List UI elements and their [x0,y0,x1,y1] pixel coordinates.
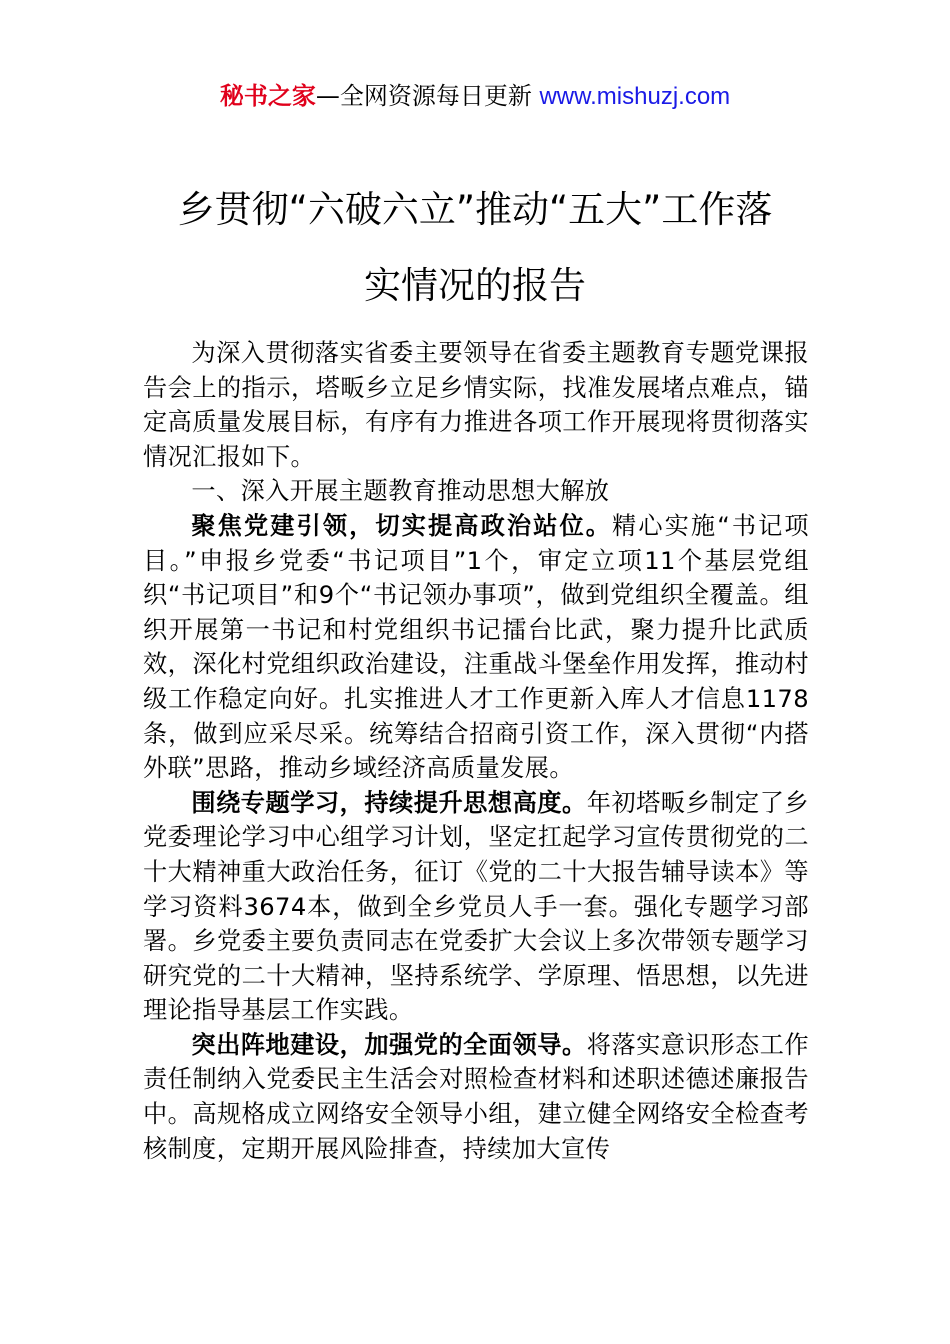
document-title [0,172,950,324]
document-body [143,336,809,1166]
paragraph-text: 精心实施“书记项目。”申报乡党委“书记项目”1个，审定立项11个基层党组织“书记项目”和9个“书记领办事项”，做到党组织全覆盖。组织开展第一书记和村党组织书记擂台比武，聚力提升比武质效，深化村党组织政治建设，注重战斗堡垒作用发挥，推动村级工作稳定向好。扎实推进人才工作更新入库人才信息1178条，做到应采尽采。统筹结合招商引资工作，深入贯彻“内搭外联”思路，推动乡域经济高质量发展。 [143,511,809,783]
title-line-1: 乡贯彻“六破六立”推动“五大”工作落 [177,188,773,231]
header-slogan: —全网资源每日更新 [315,82,532,110]
paragraph-lead: 聚焦党建引领，切实提高政治站位。 [191,511,613,540]
intro-paragraph: 为深入贯彻落实省委主要领导在省委主题教育专题党课报告会上的指示，塔畈乡立足乡情实际，找准发展堵点难点，锚定高质量发展目标，有序有力推进各项工作开展现将贯彻落实情况汇报如下。 [143,339,809,471]
title-line-2: 实情况的报告 [364,264,586,307]
paragraph-positions [143,1028,809,1166]
paragraph-lead: 围绕专题学习，持续提升思想高度。 [191,788,587,817]
paragraph-text: 年初塔畈乡制定了乡党委理论学习中心组学习计划，坚定扛起学习宣传贯彻党的二十大精神重大政治任务，征订《党的二十大报告辅导读本》等学习资料3674本，做到全乡党员人手一套。强化专题学习部署。乡党委主要负责同志在党委扩大会议上多次带领专题学习研究党的二十大精神，坚持系统学、学原理、悟思想，以先进理论指导基层工作实践。 [143,788,809,1025]
brand-name: 秘书之家 [219,82,316,110]
paragraph-study [143,786,809,1028]
paragraph-lead: 突出阵地建设，加强党的全面领导。 [191,1030,587,1059]
paragraph-party-building [143,509,809,786]
site-header [0,80,950,113]
site-url-link[interactable]: www.mishuzj.com [539,83,731,110]
section-heading: 一、深入开展主题教育推动思想大解放 [191,477,610,506]
paragraph-text: 将落实意识形态工作责任制纳入党委民主生活会对照检查材料和述职述德述廉报告中。高规格成立网络安全领导小组，建立健全网络安全检查考核制度，定期开展风险排查，持续加大宣传 [143,1030,809,1163]
